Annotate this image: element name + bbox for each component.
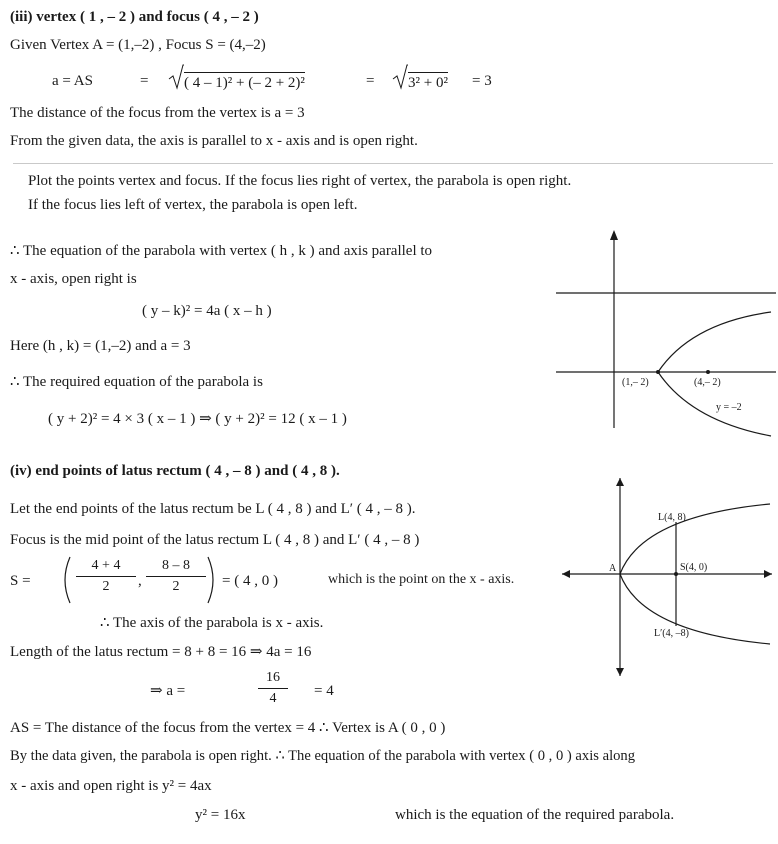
focus-midpoint-line: Focus is the mid point of the latus rectum L ( 4 , 8 ) and L′ ( 4 , – 8 ): [10, 532, 420, 548]
fraction-y-denominator: 2: [172, 579, 180, 594]
label-S: S(4, 0): [680, 562, 708, 573]
note-box: [13, 163, 773, 220]
final-equation-iv: y² = 16x: [195, 807, 246, 823]
paren-right: [206, 555, 218, 605]
focus-label: (4,– 2): [694, 377, 721, 388]
s-result: = ( 4 , 0 ): [222, 573, 278, 589]
xaxis-open-line: x - axis and open right is y² = 4ax: [10, 778, 212, 794]
radicand-2: 3² + 0²: [408, 72, 448, 92]
fraction-x: [76, 558, 136, 595]
vertex-label: (1,– 2): [622, 377, 649, 388]
axis-conclusion: ∴ The axis of the parabola is x - axis.: [100, 615, 324, 631]
a-implies: ⇒ a =: [150, 683, 186, 699]
fraction-y-numerator: 8 – 8: [162, 558, 190, 573]
label-A: A: [609, 563, 617, 574]
equals-sign: =: [140, 73, 149, 89]
required-line: ∴ The required equation of the parabola is: [10, 374, 263, 390]
note-line-2: If the focus lies left of vertex, the parabola is open left.: [28, 197, 358, 213]
fraction-x-numerator: 4 + 4: [91, 558, 121, 573]
fraction-x-denominator: 2: [102, 579, 110, 594]
distance-statement: The distance of the focus from the vertex is a = 3: [10, 105, 305, 121]
equation-intro-1: ∴ The equation of the parabola with vertex ( h , k ) and axis parallel to: [10, 243, 433, 259]
fraction-y: [146, 558, 206, 595]
comma: ,: [138, 573, 142, 589]
a-fraction-numerator: 16: [266, 670, 280, 685]
equals-sign: =: [366, 73, 375, 89]
radical-sign: [168, 64, 184, 90]
graph-iii: [556, 228, 776, 428]
final-note: which is the equation of the required parabola.: [395, 807, 675, 823]
s-equals: S =: [10, 573, 31, 589]
here-line: Here (h , k) = (1,–2) and a = 3: [10, 338, 191, 354]
radical-sign: [392, 64, 408, 90]
a-value: = 4: [314, 683, 334, 699]
radicand-1: ( 4 – 1)² + (– 2 + 2)²: [184, 72, 305, 92]
latus-endpoints-line: Let the end points of the latus rectum be L ( 4 , 8 ) and L′ ( 4 , – 8 ).: [10, 501, 416, 517]
line-label: y = –2: [716, 402, 742, 413]
result-value: = 3: [472, 73, 492, 89]
given-line: Given Vertex A = (1,–2) , Focus S = (4,–2): [10, 37, 266, 53]
as-line: AS = The distance of the focus from the vertex = 4 ∴ Vertex is A ( 0 , 0 ): [10, 720, 446, 736]
latus-length-line: Length of the latus rectum = 8 + 8 = 16 ⇒ 4a = 16: [10, 644, 312, 660]
s-note: which is the point on the x - axis.: [328, 572, 515, 587]
heading-part-iii: (iii) vertex ( 1 , – 2 ) and focus ( 4 , – 2 ): [10, 9, 259, 25]
graph-iv: [562, 478, 772, 678]
axis-statement: From the given data, the axis is parallel to x - axis and is open right.: [10, 133, 418, 149]
label-L: L(4, 8): [658, 512, 686, 523]
a-fraction: [258, 670, 288, 707]
equation-intro-2: x - axis, open right is: [10, 271, 137, 287]
heading-part-iv: (iv) end points of latus rectum ( 4 , – 8 ) and ( 4 , 8 ).: [10, 463, 340, 479]
note-line-1: Plot the points vertex and focus. If the focus lies right of vertex, the parabola is open right.: [28, 173, 572, 189]
a-as-label: a = AS: [52, 73, 93, 89]
paren-left: [60, 555, 72, 605]
standard-form: ( y – k)² = 4a ( x – h ): [142, 303, 272, 319]
label-Lprime: L′(4, –8): [654, 628, 689, 639]
final-equation-iii: ( y + 2)² = 4 × 3 ( x – 1 ) ⇒ ( y + 2)² = 12 ( x – 1 ): [48, 411, 347, 427]
by-data-line: By the data given, the parabola is open right. ∴ The equation of the parabola with vertex ( 0 , 0 ) axis along: [10, 748, 636, 764]
a-fraction-denominator: 4: [269, 691, 277, 706]
